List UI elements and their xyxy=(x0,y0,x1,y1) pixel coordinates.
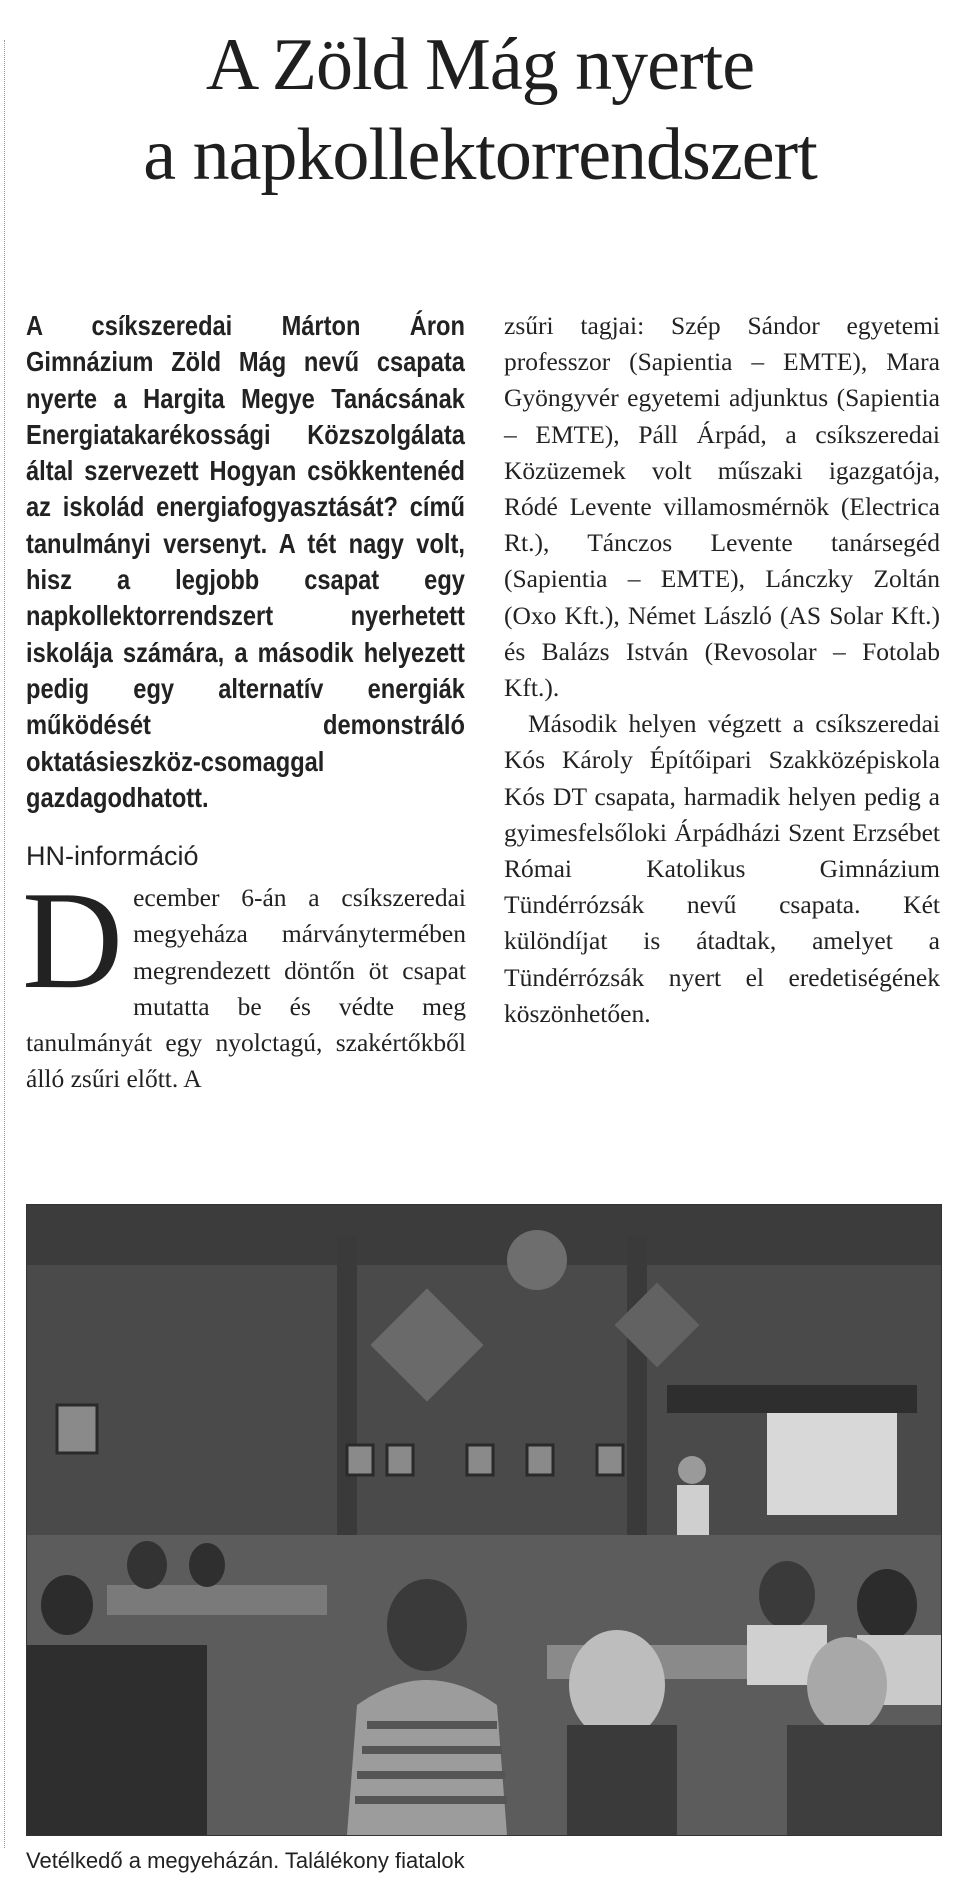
left-column xyxy=(22,308,466,1097)
headline-line-1: A Zöld Mág nyerte xyxy=(205,24,755,106)
body-paragraph-1-text: ecember 6-án a csíkszeredai megyeháza márványtermében megrendezett döntőn öt csapat mutatta be és védte meg tanulmányát egy nyolctagú, szakértőkből álló zsűri előtt. A xyxy=(26,883,466,1094)
event-photo xyxy=(26,1204,942,1836)
photo-illustration xyxy=(27,1205,941,1835)
source-line: HN-információ xyxy=(26,841,199,872)
body-paragraph-1-continued: zsűri tagjai: Szép Sándor egyetemi professzor (Sapientia – EMTE), Mara Gyöngyvér egyetemi adjunktus (Sapientia – EMTE), Páll Árpád, a csíkszeredai Közüzemek volt műszaki igazgatója, Ródé Levente villamosmérnök (Electrica Rt.), Tánczos Levente tanársegéd (Sapientia – EMTE), Lánczky Zoltán (Oxo Kft.), Német László (AS Solar Kft.) és Balázs István (Revosolar – Fotolab Kft.). xyxy=(504,311,940,703)
photo-caption: Vetélkedő a megyeházán. Találékony fiatalok xyxy=(26,1848,465,1873)
headline xyxy=(20,20,940,200)
headline-line-2: a napkollektorrendszert xyxy=(143,114,817,196)
body-paragraph-2: Második helyen végzett a csíkszeredai Kós Károly Építőipari Szakközépiskola Kós DT csapata, harmadik helyen pedig a gyimesfelsőloki Árpádházi Szent Erzsébet Római Katolikus Gimnázium Tündérrózsák nevű csapata. Két különdíjat is átadtak, amelyet a Tündérrózsák nyert el eredetiségének köszönhetően. xyxy=(504,709,940,1028)
drop-cap: D xyxy=(22,863,124,1019)
lead-paragraph: A csíkszeredai Márton Áron Gimnázium Zöld Mág nevű csapata nyerte a Hargita Megye Tanácsának Energiatakarékossági Közszolgálata által szervezett Hogyan csökkentenéd az iskolád energiafogyasztását? című tanulmányi versenyt. A tét nagy volt, hisz a legjobb csapat egy napkollektorrendszert nyerhetett iskolája számára, a második helyezett pedig egy alternatív energiák működését demonstráló oktatásieszköz-csomaggal gazdagodhatott. xyxy=(26,310,465,813)
body-paragraph-1 xyxy=(22,863,466,1097)
column-rule xyxy=(4,40,5,1848)
right-column xyxy=(504,308,940,1032)
